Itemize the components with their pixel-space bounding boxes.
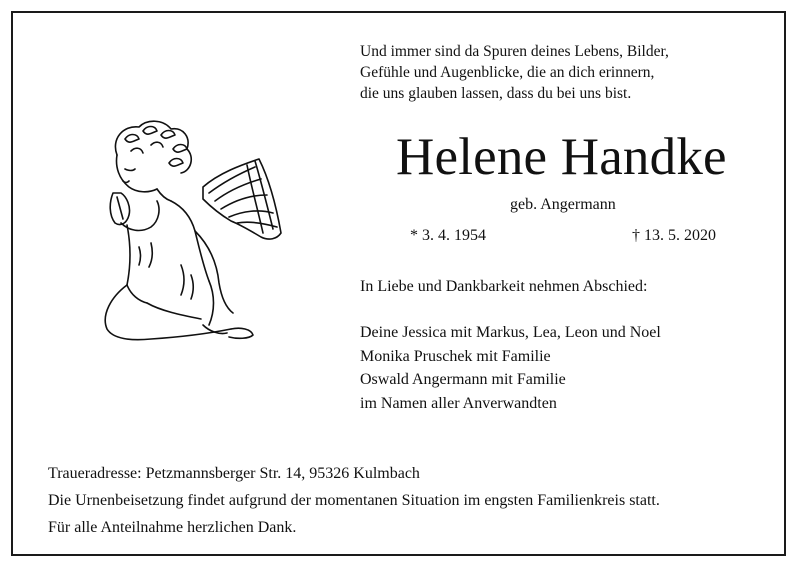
- farewell-text: In Liebe und Dankbarkeit nehmen Abschied:: [360, 278, 648, 295]
- burial-note: Die Urnenbeisetzung findet aufgrund der momentanen Situation im engsten Familienkreis statt.: [48, 492, 660, 509]
- quote-line: Gefühle und Augenblicke, die an dich erinnern,: [360, 64, 655, 81]
- quote-line: die uns glauben lassen, dass du bei uns bist.: [360, 85, 632, 102]
- mourning-address: Traueradresse: Petzmannsberger Str. 14, 95326 Kulmbach: [48, 465, 420, 482]
- thanks-note: Für alle Anteilnahme herzlichen Dank.: [48, 519, 297, 536]
- memorial-quote: [360, 41, 760, 104]
- mourner-line: im Namen aller Anverwandten: [360, 394, 557, 412]
- deceased-name: Helene Handke: [396, 128, 727, 186]
- birth-date: * 3. 4. 1954: [410, 227, 486, 244]
- mourner-line: Deine Jessica mit Markus, Lea, Leon und Noel: [360, 324, 661, 341]
- praying-angel-icon: [91, 115, 293, 355]
- birth-name: geb. Angermann: [510, 196, 616, 213]
- death-date: † 13. 5. 2020: [632, 227, 716, 244]
- footer-notes: [48, 460, 660, 541]
- obituary-notice: [11, 11, 786, 556]
- mourner-line: Oswald Angermann mit Familie: [360, 371, 566, 388]
- mourners-list: [360, 321, 661, 415]
- mourner-line: Monika Pruschek mit Familie: [360, 347, 551, 365]
- quote-line: Und immer sind da Spuren deines Lebens, Bilder,: [360, 43, 669, 60]
